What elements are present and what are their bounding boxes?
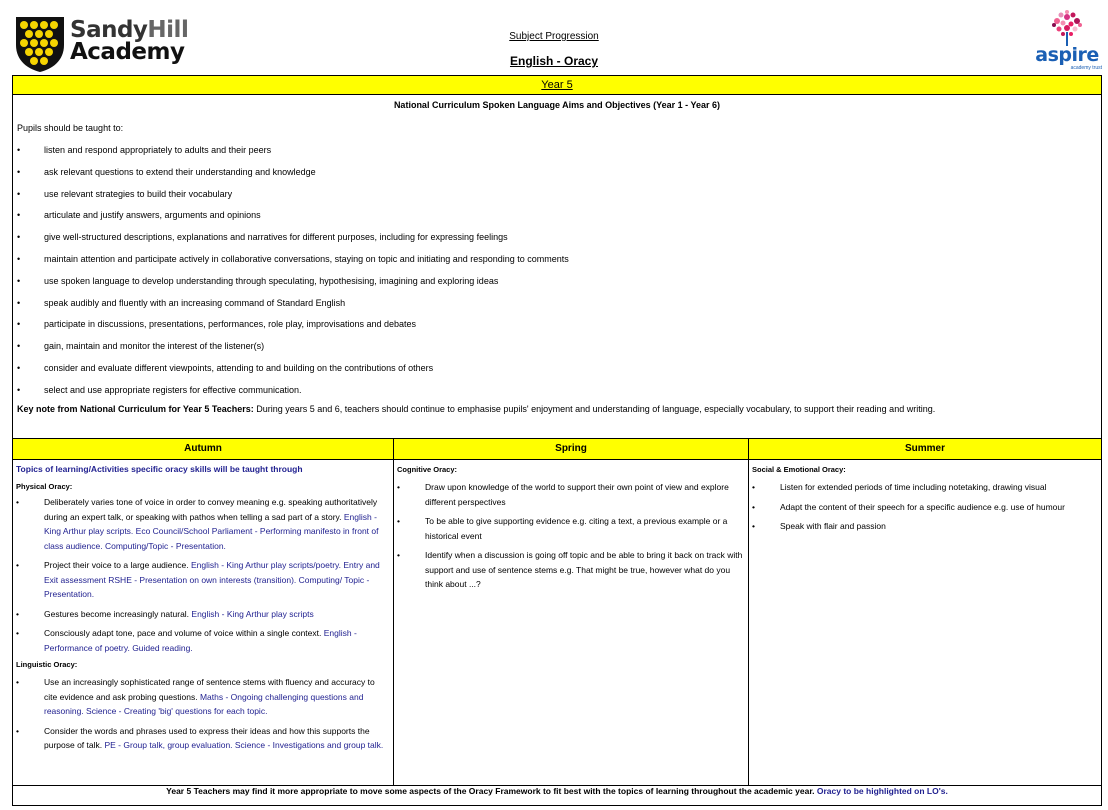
terms-table bbox=[13, 438, 1101, 786]
summer-column bbox=[749, 439, 1101, 785]
tree-icon bbox=[1032, 8, 1102, 48]
footer-note bbox=[13, 786, 1101, 796]
list-item: • give well-structured descriptions, explanations and narratives for different purposes, including for expressing feelings bbox=[17, 227, 569, 249]
trust-logo bbox=[1032, 8, 1102, 71]
list-item: • Use an increasingly sophisticated range of sentence stems with fluency and accuracy to cite evidence and ask probing questions. Maths - Ongoing challenging questions and reasoning. Science - Creating 'big' questions for each topic. bbox=[16, 675, 390, 719]
cognitive-oracy-label: Cognitive Oracy: bbox=[397, 465, 458, 474]
list-item: • consider and evaluate different viewpoints, attending to and building on the contributions of others bbox=[17, 358, 569, 380]
footer-text: Year 5 Teachers may find it more appropriate to move some aspects of the Oracy Framework to fit best with the topics of learning throughout the academic year. bbox=[166, 786, 817, 796]
trust-subtitle: academy trust bbox=[1070, 65, 1102, 71]
list-item: • To be able to give supporting evidence e.g. citing a text, a previous example or a historical event bbox=[397, 514, 745, 543]
school-name-sandy: Sandy bbox=[70, 17, 148, 43]
key-note-label: Key note from National Curriculum for Year 5 Teachers: bbox=[17, 404, 254, 414]
linguistic-oracy-label: Linguistic Oracy: bbox=[16, 660, 78, 669]
list-item: • Project their voice to a large audience. English - King Arthur play scripts/poetry. Entry and Exit assessment RSHE - Presentation on own interests (transition). Computing/ Topic - Presentation. bbox=[16, 558, 390, 602]
nc-aims-list bbox=[17, 140, 569, 402]
year-label: Year 5 bbox=[541, 79, 573, 91]
trust-name: aspire bbox=[1035, 44, 1099, 66]
autumn-column bbox=[13, 439, 394, 785]
cognitive-oracy-list bbox=[397, 480, 745, 592]
spring-heading: Spring bbox=[394, 439, 748, 460]
key-note-text: During years 5 and 6, teachers should continue to emphasise pupils' enjoyment and understanding of language, especially vocabulary, to support their reading and writing. bbox=[253, 404, 936, 414]
year-banner bbox=[13, 76, 1101, 95]
page-title: English - Oracy bbox=[509, 54, 599, 68]
list-item: • Adapt the content of their speech for a specific audience e.g. use of humour bbox=[752, 500, 1098, 515]
topics-line: Topics of learning/Activities specific oracy skills will be taught through bbox=[16, 464, 303, 474]
summer-heading: Summer bbox=[749, 439, 1101, 460]
physical-oracy-list bbox=[16, 495, 390, 655]
school-name-hill: Hill bbox=[147, 17, 189, 43]
page-subtitle: Subject Progression bbox=[509, 31, 599, 42]
list-item: • listen and respond appropriately to adults and their peers bbox=[17, 140, 569, 162]
list-item: • participate in discussions, presentations, performances, role play, improvisations and debates bbox=[17, 314, 569, 336]
school-name-academy: Academy bbox=[70, 39, 185, 65]
list-item: • speak audibly and fluently with an increasing command of Standard English bbox=[17, 293, 569, 315]
list-item: • Draw upon knowledge of the world to support their own point of view and explore different perspectives bbox=[397, 480, 745, 509]
list-item: • Deliberately varies tone of voice in order to convey meaning e.g. speaking authoritatively during an expert talk, or speaking with pathos when telling a sad part of a story. English - King Arthur play scripts. Eco Council/School Parliament - Performing manifesto in front of class audience. Computing/Topic - Presentation. bbox=[16, 495, 390, 553]
linguistic-oracy-list bbox=[16, 675, 390, 753]
nc-title: National Curriculum Spoken Language Aims and Objectives (Year 1 - Year 6) bbox=[393, 100, 721, 110]
list-item: • ask relevant questions to extend their understanding and knowledge bbox=[17, 162, 569, 184]
list-item: • Consciously adapt tone, pace and volume of voice within a single context. English - Performance of poetry. Guided reading. bbox=[16, 626, 390, 655]
footer-highlight: Oracy to be highlighted on LO's. bbox=[816, 786, 948, 796]
list-item: • use spoken language to develop understanding through speculating, hypothesising, imagining and exploring ideas bbox=[17, 271, 569, 293]
list-item: • use relevant strategies to build their vocabulary bbox=[17, 184, 569, 206]
list-item: • select and use appropriate registers for effective communication. bbox=[17, 380, 569, 402]
list-item: • Listen for extended periods of time including notetaking, drawing visual bbox=[752, 480, 1098, 495]
list-item: • Consider the words and phrases used to express their ideas and how this supports the purpose of talk. PE - Group talk, group evaluation. Science - Investigations and group talk. bbox=[16, 724, 390, 753]
list-item: • gain, maintain and monitor the interest of the listener(s) bbox=[17, 336, 569, 358]
physical-oracy-label: Physical Oracy: bbox=[16, 482, 73, 491]
autumn-heading: Autumn bbox=[13, 439, 393, 460]
list-item: • Identify when a discussion is going off topic and be able to bring it back on track with support and use of sentence stems e.g. That might be true, however what do you think about ...? bbox=[397, 548, 745, 592]
social-emotional-oracy-list bbox=[752, 480, 1098, 534]
social-emotional-oracy-label: Social & Emotional Oracy: bbox=[752, 465, 846, 474]
list-item: • Gestures become increasingly natural. English - King Arthur play scripts bbox=[16, 607, 390, 622]
nc-intro: Pupils should be taught to: bbox=[17, 123, 124, 133]
list-item: • Speak with flair and passion bbox=[752, 519, 1098, 534]
spring-column bbox=[394, 439, 749, 785]
list-item: • maintain attention and participate actively in collaborative conversations, staying on topic and initiating and responding to comments bbox=[17, 249, 569, 271]
list-item: • articulate and justify answers, arguments and opinions bbox=[17, 205, 569, 227]
key-note bbox=[17, 404, 935, 414]
